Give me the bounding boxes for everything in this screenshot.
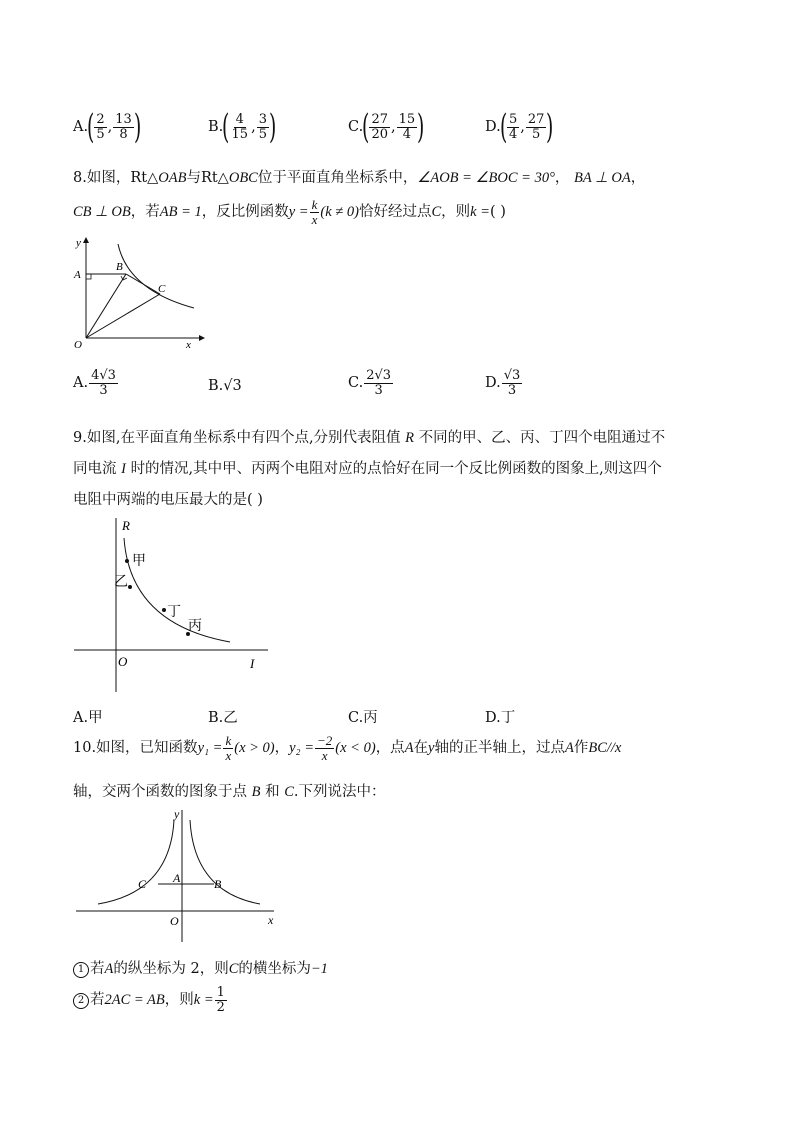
fraction: $\frac{√3}{3}$ (503, 368, 521, 398)
q8-option-b[interactable]: B.√3 (208, 378, 242, 394)
q9-line-3: 电阻中两端的电压最大的是( ) (73, 492, 263, 508)
label-o: O (170, 914, 179, 928)
label-bing: 丙 (188, 619, 202, 634)
fraction: $\frac{2}{5}$ (96, 111, 105, 142)
fraction: $\frac{3}{5}$ (258, 111, 267, 142)
label-r: R (122, 518, 130, 533)
q8-figure (70, 232, 210, 352)
label-a: A (74, 269, 81, 281)
q10-statement-2: 2 若2AC = AB，则k = $\frac{1}{2}$ (73, 986, 228, 1014)
option-label: D. (485, 119, 501, 135)
label-yi: 乙 (114, 575, 128, 590)
q9-option-d[interactable]: D.丁 (485, 710, 516, 726)
label-b: B (116, 261, 123, 273)
q10-statement-1: 1 若A的纵坐标为 2，则C的横坐标为−1 (73, 957, 328, 978)
curve-y2 (98, 820, 174, 904)
label-jia: 甲 (132, 554, 146, 569)
option-label: D. (485, 375, 501, 392)
q9-figure (72, 514, 272, 694)
label-x: x (268, 913, 274, 927)
circled-number: 1 (73, 962, 89, 978)
q10-figure (74, 806, 284, 946)
label-c: C (138, 877, 147, 891)
curve-y1 (190, 820, 260, 904)
fraction: $\frac{5}{4}$ (508, 111, 518, 142)
label-a: A (173, 871, 181, 885)
q7-option-d[interactable]: D.( $\frac{5}{4}$ , $\frac{27}{5}$ ) (485, 107, 554, 147)
label-ding: 丁 (167, 605, 181, 620)
fraction: $\frac{15}{4}$ (398, 111, 416, 142)
fraction: $\frac{4}{15}$ (231, 111, 249, 142)
label-i: I (250, 656, 255, 671)
option-label: B. (208, 119, 224, 135)
circled-number: 2 (73, 993, 89, 1009)
option-label: C. (348, 119, 364, 135)
q8-option-c[interactable] (348, 369, 394, 397)
q7-option-a[interactable]: A.( $\frac{2}{5}$ , $\frac{13}{8}$ ) (73, 107, 142, 147)
segment-bc (126, 274, 160, 294)
point-yi (128, 585, 132, 589)
q8-line-1: 8.如图，Rt△OAB与Rt△OBC位于平面直角坐标系中，∠AOB = ∠BOC = 30°， BA ⊥ OA， (73, 170, 646, 186)
q7-option-b[interactable]: B.( $\frac{4}{15}$ , $\frac{3}{5}$ ) (208, 107, 277, 147)
q7-option-c[interactable]: C.( $\frac{27}{20}$ , $\frac{15}{4}$ ) (348, 107, 425, 147)
q8-line-2: CB ⊥ OB，若AB = 1，反比例函数y = $\frac{k}{x}$ (k ≠ 0)恰好经过点C，则k =( ) (73, 197, 506, 227)
q9-option-c[interactable]: C.丙 (348, 710, 378, 726)
option-label: C. (348, 375, 364, 392)
q8-option-a[interactable] (73, 369, 119, 397)
right-angle-a (86, 274, 91, 279)
label-c: C (158, 283, 166, 295)
fraction: $\frac{27}{5}$ (527, 111, 545, 142)
segment-ob (86, 274, 126, 338)
label-o: O (74, 339, 82, 351)
option-label: B. (208, 378, 224, 394)
q10-line-2: 轴，交两个函数的图象于点 B 和 C.下列说法中： (73, 784, 386, 800)
option-label: A. (73, 375, 89, 392)
fraction: $\frac{k}{x}$ (311, 197, 318, 227)
fraction: $\frac{13}{8}$ (115, 111, 132, 142)
q9-option-a[interactable]: A.甲 (73, 710, 103, 726)
point-jia (125, 559, 129, 563)
fraction: $\frac{1}{2}$ (216, 985, 225, 1015)
label-y: y (76, 237, 81, 249)
q9-line-1: 9.如图,在平面直角坐标系中有四个点,分别代表阻值 R 不同的甲、乙、丙、丁四个电阻通过不 (73, 430, 666, 446)
point-ding (162, 608, 166, 612)
label-o: O (118, 654, 128, 669)
q9-option-b[interactable]: B.乙 (208, 710, 238, 726)
label-x: x (186, 339, 191, 351)
fraction: $\frac{k}{x}$ (225, 733, 232, 763)
q9-line-2: 同电流 I 时的情况,其中甲、丙两个电阻对应的点恰好在同一个反比例函数的图象上,则这四个 (73, 461, 662, 477)
fraction: $\frac{-2}{x}$ (317, 733, 333, 763)
q8-option-d[interactable] (485, 369, 523, 397)
segment-oc (86, 294, 160, 338)
fraction: $\frac{27}{20}$ (371, 111, 388, 142)
label-y: y (174, 807, 180, 821)
option-label: A. (73, 119, 89, 135)
fraction: $\frac{2√3}{3}$ (366, 368, 392, 398)
fraction: $\frac{4√3}{3}$ (91, 368, 116, 398)
label-b: B (214, 877, 222, 891)
q10-line-1: 10.如图，已知函数y₁ = $\frac{k}{x}$ (x > 0)，y₂ = $\frac{-2}{x}$ (x < 0)，点A在y轴的正半轴上，过点A作BC//x (73, 733, 622, 763)
